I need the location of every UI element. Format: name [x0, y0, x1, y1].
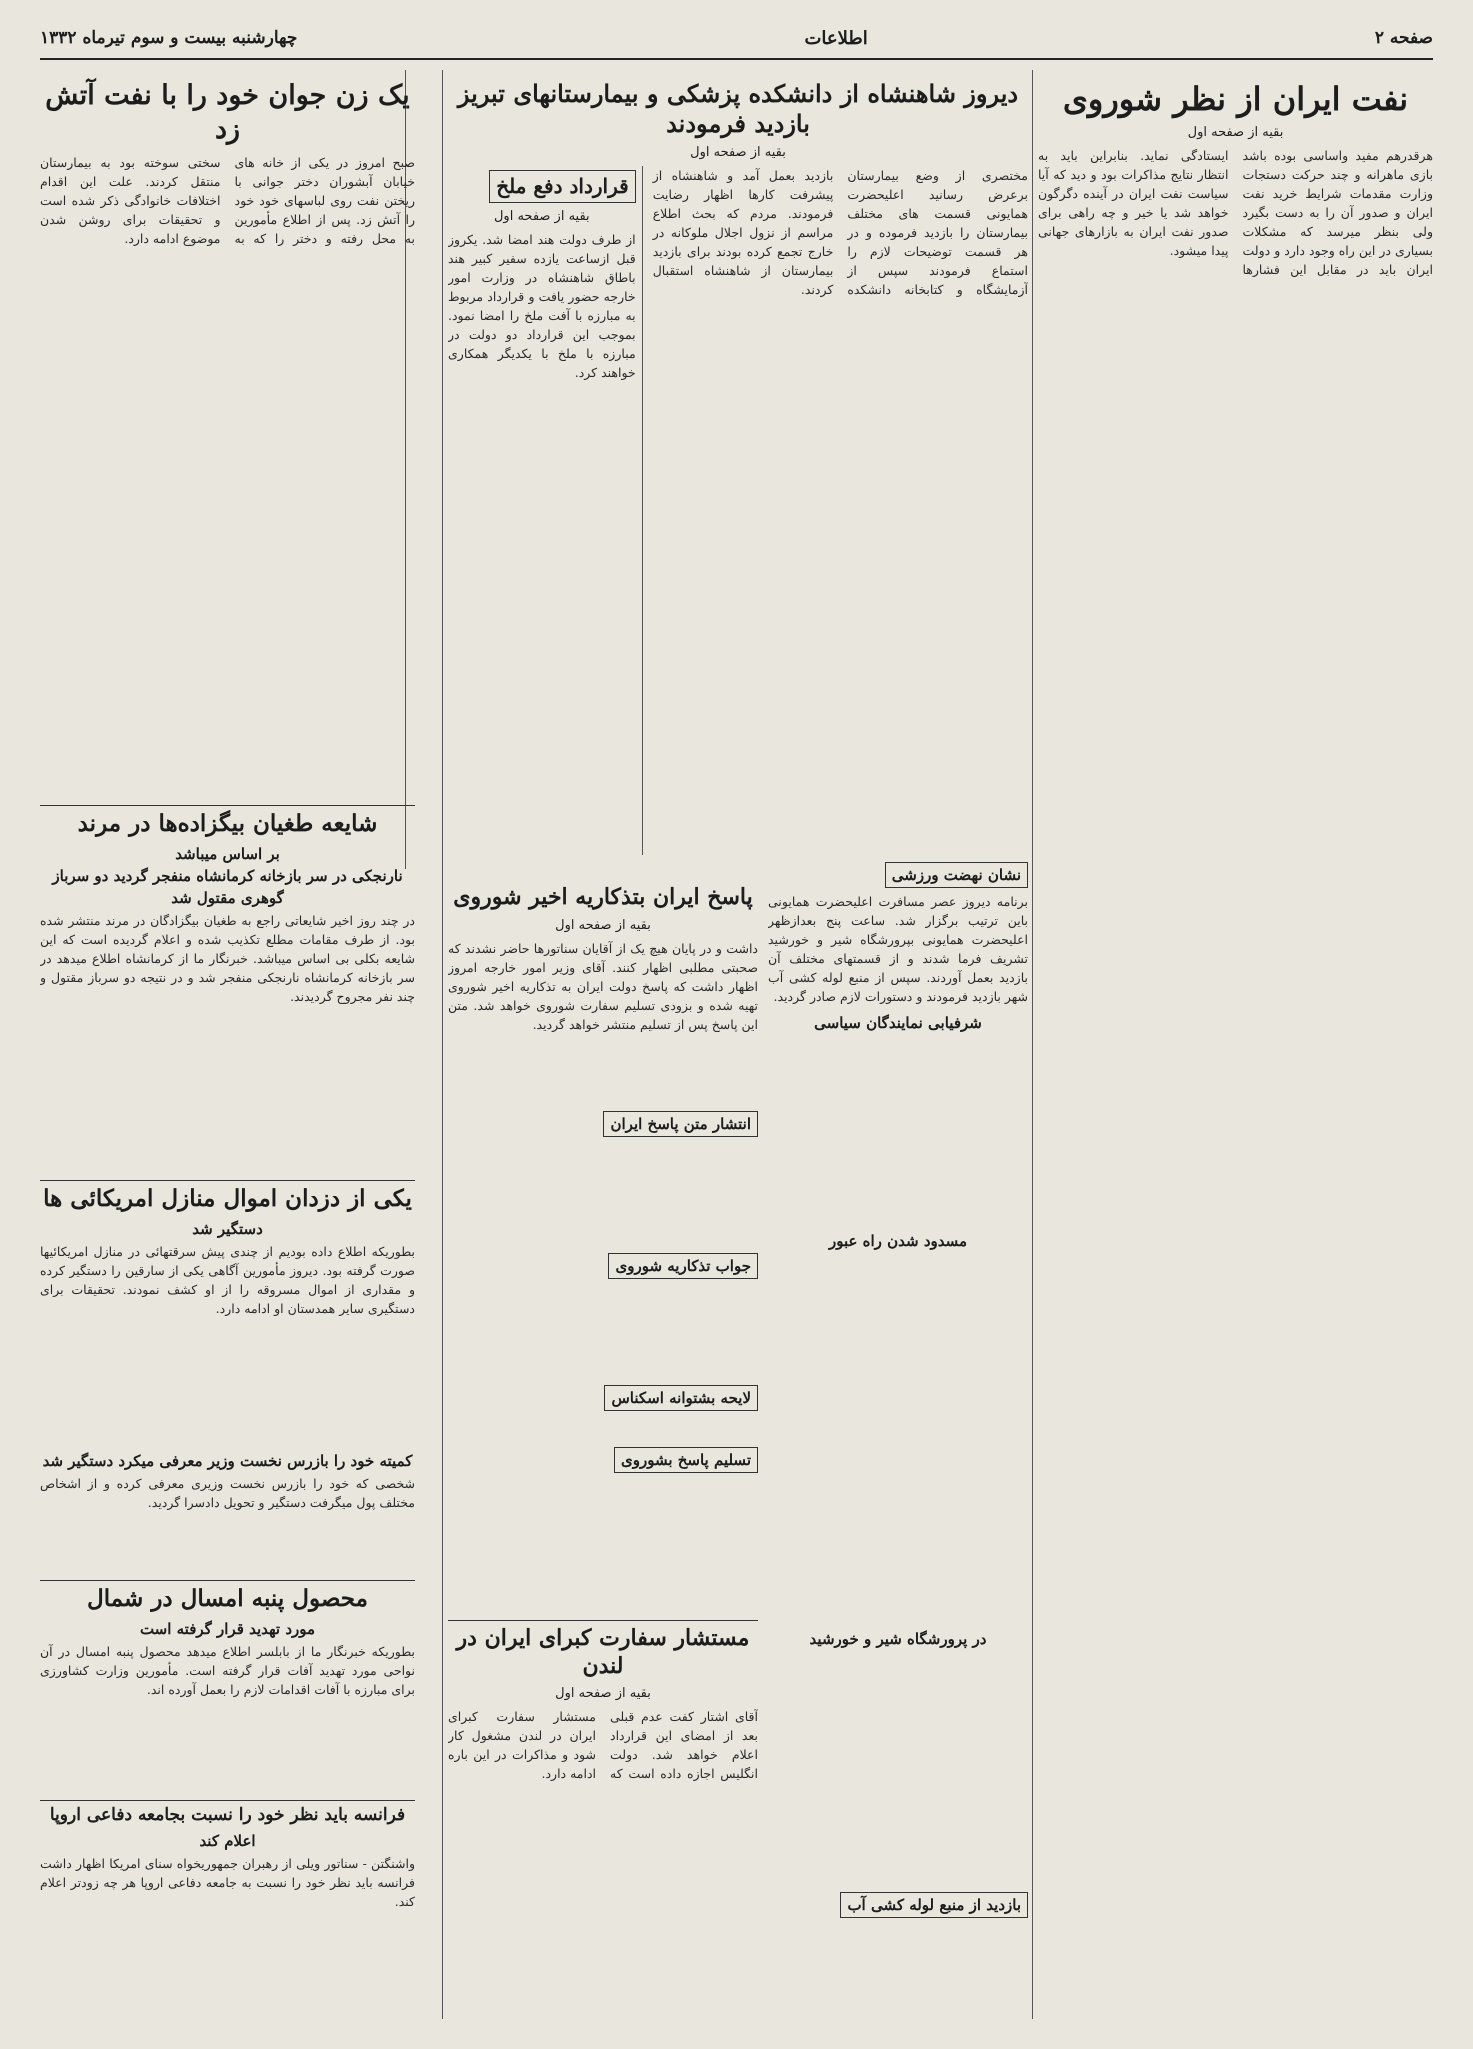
- headline-thieves: یکی از دزدان اموال منازل امریکائی ها: [43, 1185, 412, 1212]
- issue-date: چهارشنبه بیست و سوم تیرماه ۱۳۳۲: [40, 28, 298, 48]
- article-body: از طرف دولت هند امضا شد. یکروز قبل ازساعت یازده سفیر کبیر هند باطاق شاهنشاه در وزارت امور خارجه حضور یافت و قرارداد مربوط به مبارزه با آفت ملخ را امضا نمود. بموجب این قرارداد دو دولت در مبارزه با ملخ با یکدیگر همکاری خواهند کرد.: [448, 232, 636, 380]
- article-shah: [448, 75, 1028, 855]
- article-body: بطوریکه اطلاع داده بودیم از چندی پیش سرقتهائی در منازل امریکائیها صورت گرفته بود. دیروز مأمورین آگاهی یکی از سارقین را دستگیر کرده و مقداری از اموال مسروقه را از او کشف نمودند. تحقیقات برای دستگیری سایر همدستان او ادامه دارد.: [40, 1243, 415, 1316]
- subheading: دستگیر شد: [192, 1219, 263, 1238]
- headline-pm: کمیته خود را بازرس نخست وزیر معرفی میکرد دستگیر شد: [42, 1452, 413, 1470]
- continued-label: بقیه از صفحه اول: [690, 145, 786, 160]
- subheading: مورد تهدید قرار گرفته است: [139, 1619, 316, 1638]
- article-salt: [448, 166, 643, 855]
- headline-tour-e: نشان نهضت ورزشی: [885, 862, 1028, 888]
- article-body: در چند روز اخیر شایعاتی راجع به طغیان بیگزادگان در مرند منتشر شده بود. از طرف مقامات مطلع تکذیب شده و اعلام گردیده است که این شایعه بکلی بی اساس میباشد. خبرنگار ما از کرمانشاه اطلاع میدهد در سر بازخانه کرمانشاه نارنجکی منفجر شد و در نتیجه دو سرباز مقتول و چند نفر مجروح گردیدند.: [40, 912, 415, 1004]
- article-body: هرقدرهم مفید واساسی بوده باشد بازی ماهرانه و چند حرکت دستجات وزارت مقدمات شرایط خرید نفت ایران و صدور آن را به دست بگیرد ولی بنظر میرسد که مشکلات بسیاری در این راه وجود دارد و دولت ایران باید در مقابل این فشارها ایستادگی نماید. بنابراین باید به انتظار نتایج مذاکرات بود و دید که آیا سیاست نفت ایران در آینده دگرگون خواهد شد یا خیر و چه راهی برای صدور نفت ایران به بازارهای جهانی پیدا میشود.: [1038, 148, 1433, 277]
- article-body: برنامه دیروز عصر مسافرت اعلیحضرت همایونی باین ترتیب برگزار شد. ساعت پنج بعدازظهر اعلیحضرت همایونی بپرورشگاه شیر و خورشید تشریف فرما شدند و از قسمتهای مختلف آن بازدید بعمل آوردند. سپس از منبع لوله کشی آب شهر بازدید فرمودند و دستورات لازم صادر گردید.: [768, 894, 1028, 1004]
- article-reply: [448, 880, 758, 1600]
- article-france: [40, 1800, 415, 2021]
- paper-name: اطلاعات: [804, 27, 868, 49]
- headline-tour-a: شرفیابی نمایندگان سیاسی: [814, 1014, 982, 1032]
- article-body: شخصی که خود را بازرس نخست وزیری معرفی کرده و از اشخاص مختلف پول میگرفت دستگیر و تحویل دادسرا گردید.: [40, 1476, 415, 1510]
- headline-france: فرانسه باید نظر خود را نسبت بجامعه دفاعی اروپا: [49, 1805, 406, 1825]
- subheading: گوهری مقتول شد: [171, 888, 284, 907]
- headline-tour-b: مسدود شدن راه عبور: [828, 1232, 968, 1250]
- article-body: صبح امروز در یکی از خانه های خیابان آبشوران دختر جوانی با ریختن نفت روی لباسهای خود خود را آتش زد. پس از اطلاع مأمورین به محل رفته و دختر را که به سختی سوخته بود به بیمارستان منتقل کردند. علت این اقدام اختلافات خانوادگی ذکر شده است و تحقیقات برای روشن شدن موضوع ادامه دارد.: [40, 154, 415, 246]
- subheading: انتشار متن پاسخ ایران: [603, 1111, 758, 1137]
- article-body: واشنگتن - سناتور ویلی از رهبران جمهوریخواه سنای امریکا اظهار داشت فرانسه باید نظر خود را نسبت به جامعه دفاعی اروپا هر چه زودتر اعلام کند.: [40, 1856, 415, 1910]
- article-oil: [1038, 75, 1433, 2020]
- article-body: داشت و در پایان هیچ یک از آقایان سناتورها حاضر نشدند که صحبتی مطلبی اظهار کنند. آقای وزیر امور خارجه امروز اظهار داشت که پاسخ دولت ایران به تذکاریه اخیر شوروی تهیه شده و بزودی تسلیم سفارت شوروی خواهد شد. متن این پاسخ پس از تسلیم منتشر خواهد گردید.: [448, 940, 758, 1032]
- article-rumor: [40, 805, 415, 1171]
- article-cotton: [40, 1580, 415, 1791]
- subheading: بر اساس میباشد: [175, 844, 280, 863]
- headline-rumor: شایعه طغیان بیگزاده‌ها در مرند: [77, 810, 378, 837]
- article-ambassador: [448, 1620, 758, 2021]
- headline-cotton: محصول پنبه امسال در شمال: [87, 1585, 368, 1612]
- article-thieves: [40, 1180, 415, 1441]
- headline-oil: نفت ایران از نظر شوروی: [1062, 80, 1409, 118]
- masthead: [40, 18, 1433, 60]
- article-body: مختصری از وضع بیمارستان برعرض رسانید اعلیحضرت همایونی قسمت های مختلف بیمارستان را بازدید فرموده و در هر قسمت توضیحات لازم را استماع فرمودند سپس از آزمایشگاه و کتابخانه دانشکده بازدید بعمل آمد و شاهنشاه از پیشرفت کارها اظهار رضایت فرمودند. مردم که بحث اطلاع مراسم از نزول اجلال ملوکانه در خارج تجمع کرده بودند برای بازدید بیمارستان از شاهنشاه استقبال کردند.: [652, 168, 1028, 297]
- continued-label: بقیه از صفحه اول: [1187, 125, 1284, 140]
- article-body: بطوریکه خبرنگار ما از بابلسر اطلاع میدهد محصول پنبه امسال در آن نواحی مورد تهدید آفات قرار گرفته است. مأمورین وزارت کشاورزی برای مبارزه با آفات اقدامات لازم را بعمل آورده اند.: [40, 1643, 415, 1697]
- article-youth: [40, 75, 415, 795]
- subheading: جواب تذکاریه شوروی: [608, 1253, 758, 1279]
- headline-tour-d: بازدید از منبع لوله کشی آب: [840, 1892, 1028, 1918]
- page-number: صفحه ۲: [1374, 28, 1433, 48]
- column-divider: [1032, 70, 1033, 2019]
- headline-tour-c: در پرورشگاه شیر و خورشید: [809, 1630, 987, 1648]
- headline-shah: دیروز شاهنشاه از دانشکده پزشکی و بیمارستانهای تبریز بازدید فرمودند: [457, 79, 1019, 138]
- article-pm: [40, 1450, 415, 1570]
- subheading: تسلیم پاسخ بشوروی: [614, 1447, 758, 1473]
- article-body: آقای اشتار کفت عدم قبلی بعد از امضای این قرارداد اعلام خواهد شد. دولت انگلیس اجازه داده است که مستشار سفارت کبرای ایران در لندن مشغول کار شود و مذاکرات در این باره ادامه دارد.: [448, 1709, 758, 1781]
- article-tour: [768, 860, 1028, 2020]
- continued-label: بقیه از صفحه اول: [555, 917, 651, 933]
- subheading: لایحه بشتوانه اسکناس: [604, 1385, 758, 1411]
- continued-label: بقیه از صفحه اول: [555, 1686, 651, 1701]
- subheading: اعلام کند: [199, 1832, 256, 1851]
- headline-reply: پاسخ ایران بتذکاریه اخیر شوروی: [453, 884, 753, 910]
- continued-label: بقیه از صفحه اول: [493, 209, 590, 224]
- headline-salt: قرارداد دفع ملخ: [489, 170, 635, 203]
- headline-ambassador: مستشار سفارت کبرای ایران در لندن: [456, 1625, 750, 1679]
- subheading: نارنجکی در سر بازخانه کرمانشاه منفجر گردید دو سرباز: [52, 866, 403, 885]
- headline-youth: یک زن جوان خود را با نفت آتش زد: [45, 80, 410, 145]
